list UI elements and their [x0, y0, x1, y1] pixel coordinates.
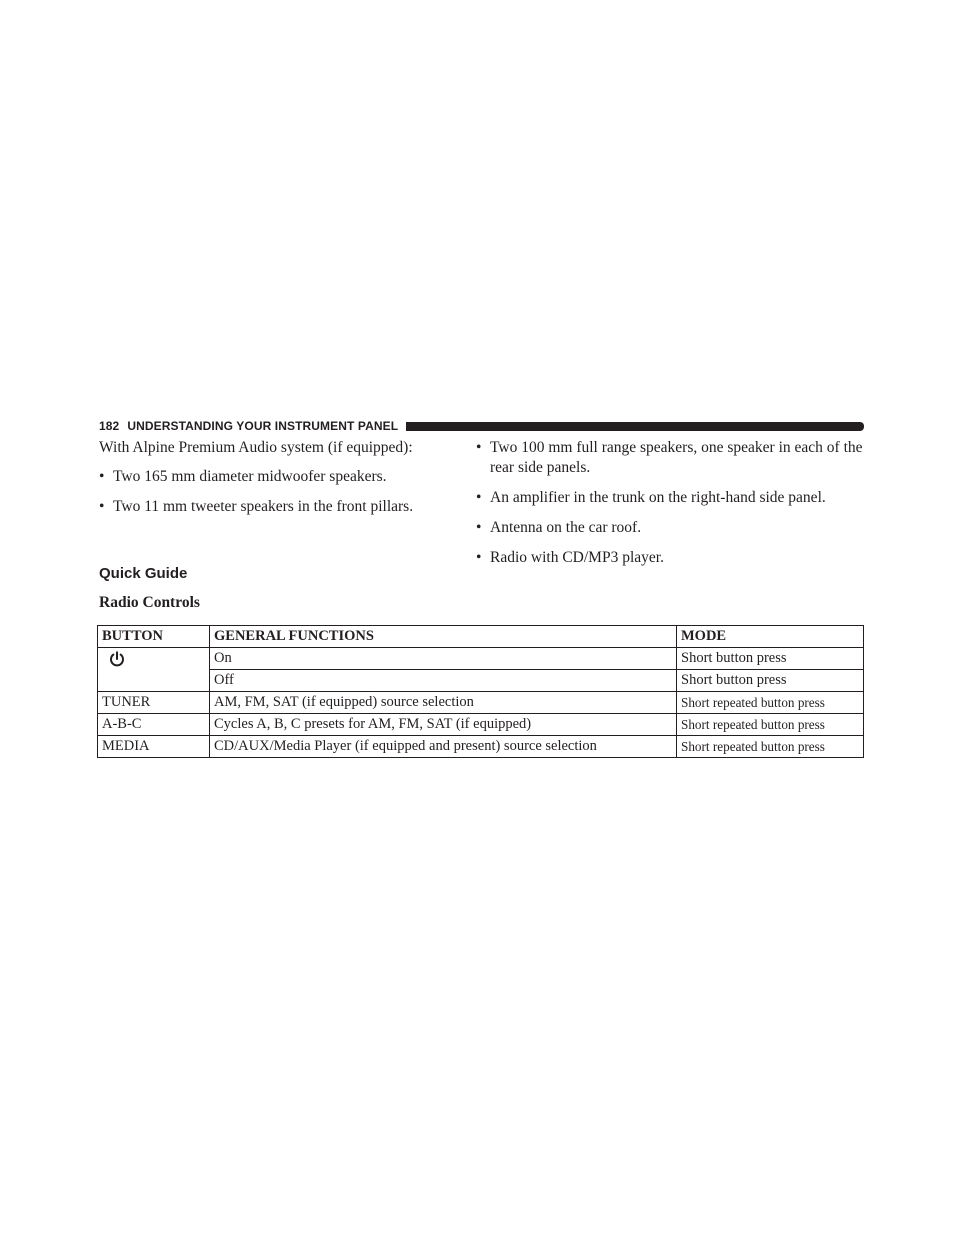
function-cell: AM, FM, SAT (if equipped) source selection [210, 692, 677, 714]
function-cell: On [210, 648, 677, 670]
header-bar [406, 422, 864, 431]
list-item-text: Antenna on the car roof. [490, 519, 642, 536]
list-item [476, 488, 868, 508]
header-general-functions: GENERAL FUNCTIONS [210, 626, 677, 648]
quick-guide-heading: Quick Guide [99, 565, 188, 582]
function-cell: Cycles A, B, C presets for AM, FM, SAT (if equipped) [210, 714, 677, 736]
section-title: UNDERSTANDING YOUR INSTRUMENT PANEL [127, 419, 399, 433]
page-header [99, 418, 864, 434]
bullet-icon: • [99, 468, 105, 485]
bullet-icon: • [476, 549, 482, 566]
list-item-text: Radio with CD/MP3 player. [490, 549, 664, 566]
bullet-icon: • [476, 519, 482, 536]
table-row [98, 692, 864, 714]
function-cell: CD/AUX/Media Player (if equipped and present) source selection [210, 736, 677, 758]
radio-controls-table [97, 625, 864, 758]
list-item [476, 548, 868, 568]
mode-cell: Short repeated button press [677, 714, 864, 736]
list-item [99, 497, 449, 517]
button-cell: MEDIA [98, 736, 210, 758]
intro-text: With Alpine Premium Audio system (if equipped): [99, 439, 413, 456]
list-item-text: An amplifier in the trunk on the right-hand side panel. [490, 489, 826, 506]
list-item-text: Two 100 mm full range speakers, one speaker in each of the rear side panels. [490, 439, 863, 476]
header-mode: MODE [677, 626, 864, 648]
header-button: BUTTON [98, 626, 210, 648]
mode-cell: Short button press [677, 648, 864, 670]
left-bullet-list [99, 467, 449, 517]
bullet-icon: • [99, 498, 105, 515]
function-cell: Off [210, 670, 677, 692]
list-item [476, 518, 868, 538]
right-bullet-list [476, 438, 868, 568]
power-button-cell [98, 648, 210, 692]
power-icon [108, 650, 126, 668]
mode-cell: Short repeated button press [677, 736, 864, 758]
table-row [98, 670, 864, 692]
button-cell: A-B-C [98, 714, 210, 736]
bullet-icon: • [476, 439, 482, 456]
table-row [98, 736, 864, 758]
button-cell: TUNER [98, 692, 210, 714]
right-column [476, 438, 868, 578]
radio-controls-heading: Radio Controls [99, 594, 200, 611]
table-row [98, 648, 864, 670]
list-item-text: Two 11 mm tweeter speakers in the front pillars. [113, 498, 414, 515]
table-row [98, 714, 864, 736]
mode-cell: Short repeated button press [677, 692, 864, 714]
left-column [99, 438, 449, 527]
list-item [476, 438, 868, 478]
list-item [99, 467, 449, 487]
list-item-text: Two 165 mm diameter midwoofer speakers. [113, 468, 387, 485]
bullet-icon: • [476, 489, 482, 506]
table-header-row [98, 626, 864, 648]
mode-cell: Short button press [677, 670, 864, 692]
page-number: 182 [99, 419, 120, 433]
